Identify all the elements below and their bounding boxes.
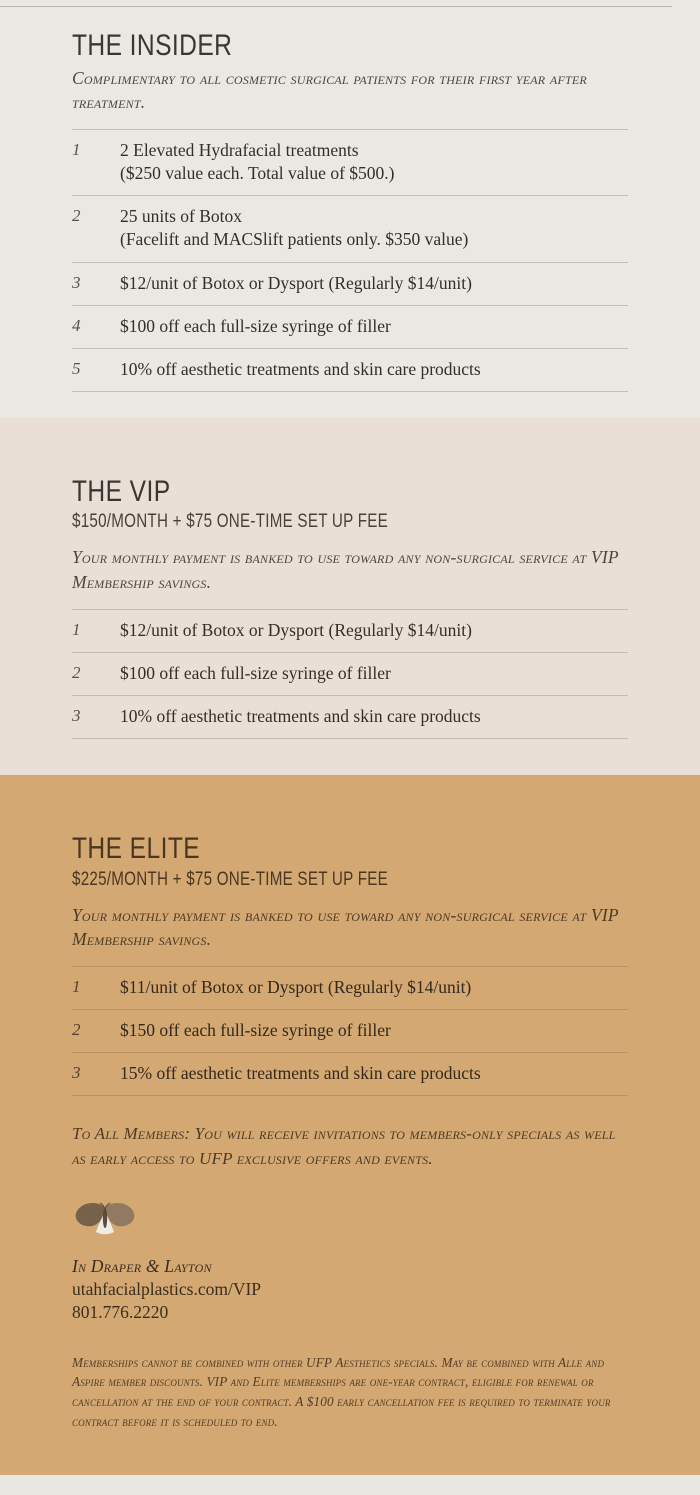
benefit-number: 3 <box>72 272 81 292</box>
elite-title: THE ELITE <box>72 832 201 866</box>
section-elite <box>0 775 700 1475</box>
benefit-text <box>120 272 472 295</box>
fineprint-a: Memberships cannot be combined with other <box>72 1354 307 1370</box>
benefit-number: 3 <box>72 1063 81 1083</box>
list-item <box>72 1053 628 1096</box>
benefit-number: 5 <box>72 358 81 378</box>
benefit-number: 1 <box>72 977 81 997</box>
benefit-text <box>120 315 391 338</box>
elite-subtitle-b: VIP <box>590 904 619 925</box>
fineprint-b: UFP <box>306 1354 333 1370</box>
list-item <box>72 349 628 392</box>
vip-price: $150/MONTH + $75 ONE-TIME SET UP FEE <box>72 511 388 533</box>
benefit-number: 4 <box>72 315 81 335</box>
benefit-number: 1 <box>72 619 81 639</box>
benefit-line-1: 2 Elevated Hydrafacial treatments <box>120 140 359 161</box>
to-all-members-note: To All Members: You will receive invitations to members-only specials as well as early access to UFP exclusive offers and events. <box>72 1124 616 1169</box>
section-vip <box>0 418 700 775</box>
list-item <box>72 610 628 653</box>
vip-subtitle <box>72 545 628 595</box>
contact-phone[interactable]: 801.776.2220 <box>72 1302 169 1323</box>
insider-title: THE INSIDER <box>72 29 233 62</box>
benefit-line-2: ($250 value each. Total value of $500.) <box>120 163 395 184</box>
list-item <box>72 263 628 306</box>
benefit-text: 15% off aesthetic treatments and skin care products <box>120 1063 481 1084</box>
list-item <box>72 1010 628 1053</box>
fineprint-disclaimer <box>72 1353 628 1432</box>
benefit-text <box>120 139 394 185</box>
vip-subtitle-c: Membership savings. <box>72 572 212 593</box>
contact-website[interactable]: utahfacialplastics.com/VIP <box>72 1279 262 1300</box>
list-item <box>72 696 628 739</box>
benefit-number: 1 <box>72 140 81 160</box>
benefit-line-1: $12/unit of Botox or Dysport (Regularly $14/unit) <box>120 272 472 293</box>
elite-price: $225/MONTH + $75 ONE-TIME SET UP FEE <box>72 868 388 890</box>
vip-subtitle-b: VIP <box>590 547 619 568</box>
vip-title: THE VIP <box>72 474 171 508</box>
insider-subtitle: Complimentary to all cosmetic surgical patients for their first year after treatment. <box>72 67 587 113</box>
elite-benefit-list <box>72 966 628 1096</box>
contact-block <box>72 1255 628 1325</box>
insider-benefit-list <box>72 129 628 392</box>
vip-subtitle-a: Your monthly payment is banked to use toward any non-surgical service at <box>72 547 591 568</box>
benefit-text <box>120 205 468 251</box>
elite-subtitle <box>72 903 628 953</box>
contact-location: In Draper & Layton <box>72 1255 212 1276</box>
elite-subtitle-a: Your monthly payment is banked to use toward any non-surgical service at <box>72 904 591 925</box>
butterfly-logo-icon <box>72 1202 138 1236</box>
list-item <box>72 196 628 262</box>
benefit-line-1: $100 off each full-size syringe of filler <box>120 315 391 336</box>
vip-benefit-list <box>72 609 628 739</box>
benefit-line-1: 10% off aesthetic treatments and skin care products <box>120 358 481 379</box>
benefit-number: 2 <box>72 206 81 226</box>
benefit-text: $150 off each full-size syringe of filler <box>120 1020 391 1041</box>
top-divider <box>0 6 672 7</box>
benefit-number: 3 <box>72 706 81 726</box>
benefit-text: $100 off each full-size syringe of filler <box>120 662 391 683</box>
benefit-text: $12/unit of Botox or Dysport (Regularly $14/unit) <box>120 619 472 640</box>
fineprint-c: Aesthetics specials. May be combined with Alle and Aspire member discounts. VIP and Elite memberships are one-year contract, eligible for renewal or cancellation at the end of your contract. A $100 early cancellation fee is required to terminate your contract before it is scheduled to end. <box>72 1354 611 1429</box>
benefit-number: 2 <box>72 1020 81 1040</box>
list-item <box>72 967 628 1010</box>
list-item <box>72 653 628 696</box>
elite-subtitle-c: Membership savings. <box>72 929 212 950</box>
list-item <box>72 130 628 196</box>
benefit-line-2: (Facelift and MACSlift patients only. $350 value) <box>120 229 469 250</box>
benefit-number: 2 <box>72 662 81 682</box>
benefit-text: 10% off aesthetic treatments and skin care products <box>120 706 481 727</box>
section-insider <box>0 0 700 418</box>
benefit-text <box>120 358 481 381</box>
benefit-text: $11/unit of Botox or Dysport (Regularly $14/unit) <box>120 977 472 998</box>
list-item <box>72 306 628 349</box>
benefit-line-1: 25 units of Botox <box>120 206 243 227</box>
